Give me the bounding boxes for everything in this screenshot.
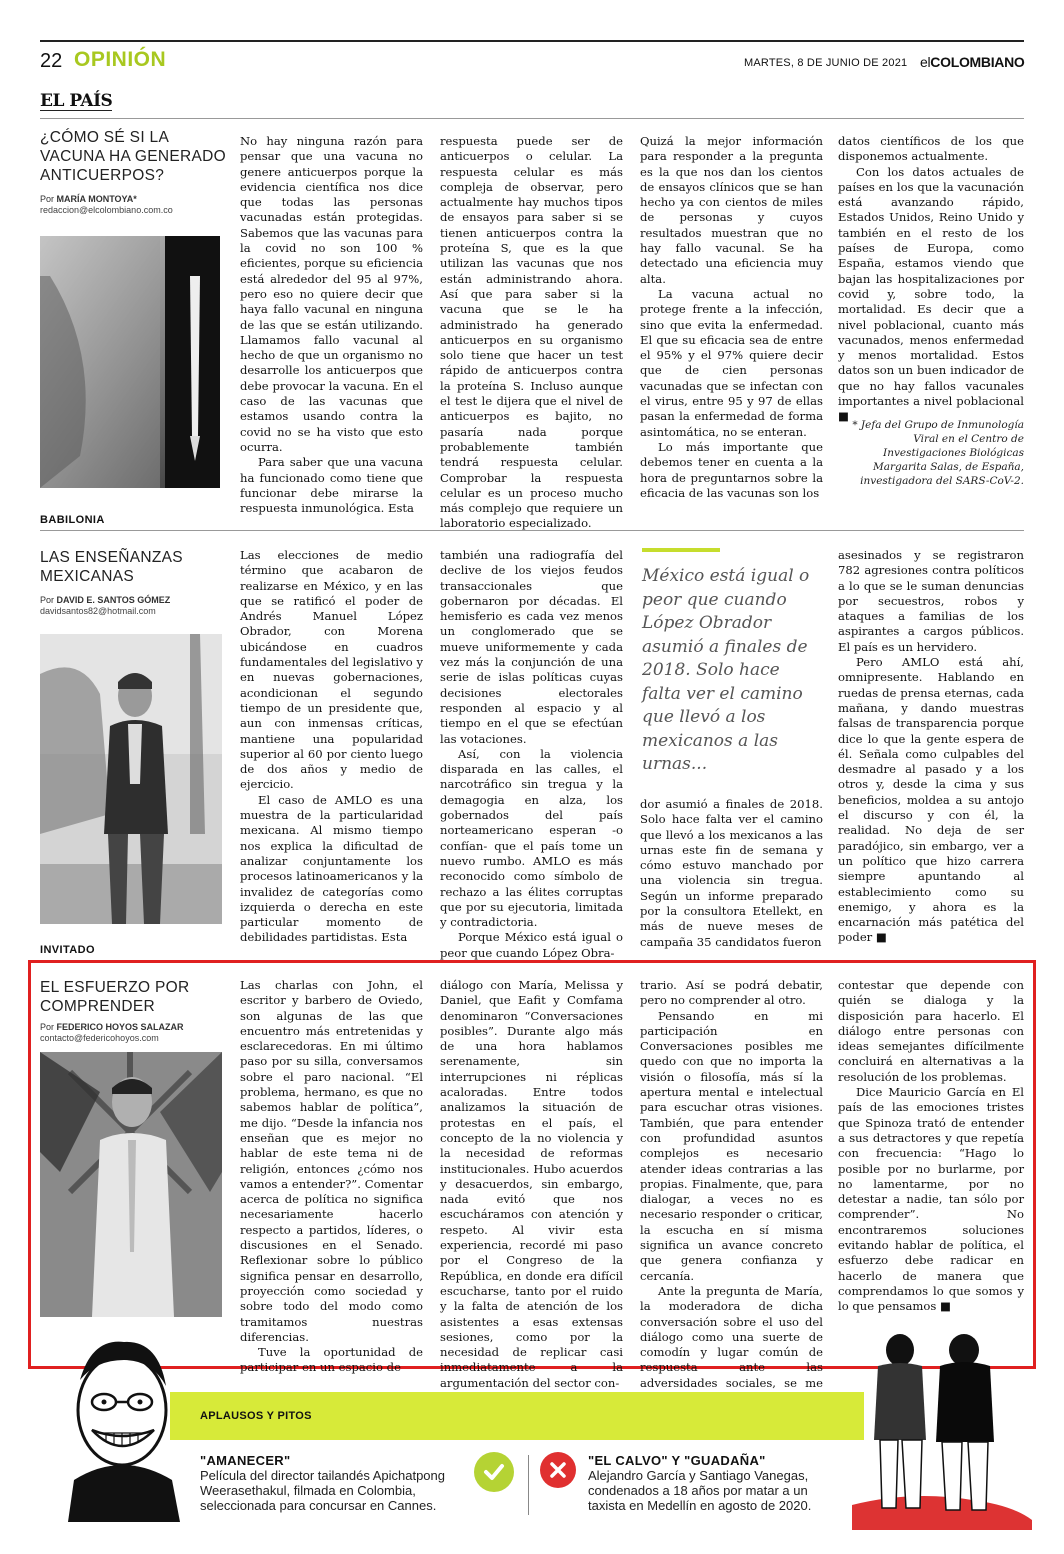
title-line: VACUNA HA GENERADO xyxy=(40,148,226,165)
paragraph: Lo más importante que debemos tener en cuenta a la hora de preguntarnos sobre la eficacia de las vacunas son los xyxy=(640,439,823,500)
paragraph xyxy=(838,1085,1024,1314)
article-column xyxy=(838,978,1024,1314)
article-column xyxy=(640,797,823,949)
author-name: MARÍA MONTOYA* xyxy=(56,194,137,204)
article-column xyxy=(240,548,423,945)
paragraph: trario. Así se podrá debatir, pero no comprender al otro. xyxy=(640,978,823,1008)
author-photo xyxy=(40,634,222,924)
title-line: LAS ENSEÑANZAS xyxy=(40,549,183,566)
paragraph: Pero AMLO está ahí, omnipresente. Hablando en ruedas de prensa eternas, cada mañana, y dando muestras falsas de transparencia porque dice lo que la gente espera de él. Señala como culpables del desmadre al pasado y a los otros y, desde la cima y sus beneficios, moldea a su antojo el discurso y con él, la realidad. No deja de ser paradójico, sin embargo, ver a un político que hizo carrera siempre apuntando al establecimiento como su enemigo, y ahora es la encarnación más patética del poder ■ xyxy=(838,655,1024,945)
caricature-illustration xyxy=(62,1330,192,1522)
title-line: COMPRENDER xyxy=(40,998,155,1015)
author-name: FEDERICO HOYOS SALAZAR xyxy=(56,1022,184,1032)
paragraph: Para saber que una vacuna ha funcionado como tiene que funcionar debe mirarse la respuesta inmunológica. Esta xyxy=(240,455,423,516)
author-email: davidsantos82@hotmail.com xyxy=(40,606,156,616)
man-portrait-image xyxy=(40,1052,222,1317)
paragraph: Ante la pregunta de María, la moderadora de dicha conversación sobre el uso del diálogo como una suerte de comodín y lugar común de respuesta ante las adversidades sociales, se me xyxy=(640,1283,823,1390)
paragraph: contestar que depende con quién se dialoga y la disposición para hacerlo. El diálogo entre personas con ideas semejantes difícilmente concluirá en alternativas a la resolución de los problemas. xyxy=(838,978,1024,1084)
article-column xyxy=(640,978,823,1390)
paragraph: datos científicos de los que disponemos actualmente. xyxy=(838,134,1024,164)
article-column xyxy=(838,548,1024,945)
applause-title: "AMANECER" xyxy=(200,1453,291,1468)
article-title xyxy=(40,978,230,1016)
illustration-photo xyxy=(40,236,220,488)
applause-check-icon xyxy=(474,1452,514,1492)
section-rule xyxy=(40,118,1024,119)
paragraph: asesinados y se registraron 782 agresiones contra políticos a lo que se le suman denuncias por secuestros, robos y ataques a familias de los aspirantes a cargos públicos. El país es un hervidero. xyxy=(838,548,1024,654)
whistle-text: Alejandro García y Santiago Vanegas, condenados a 18 años por matar a un taxista en Medellín en agosto de 2020. xyxy=(588,1468,812,1513)
byline xyxy=(40,1022,184,1033)
masthead-name: COLOMBIANO xyxy=(930,54,1025,70)
paragraph: El caso de AMLO es una muestra de la particularidad mexicana. Al mismo tiempo nos explica la dificultad de analizar conjuntamente los procesos latinoamericanos y la invalidez de categorías como izquierda o derecha en este particular momento de debilidades partidistas. Esta xyxy=(240,792,423,945)
paragraph: Porque México está igual o peor que cuando López Obra- xyxy=(440,930,623,960)
article-title xyxy=(40,548,230,586)
paragraph: dor asumió a finales de 2018. Solo hace falta ver el camino que llevó a los mexicanos a las urnas este fin de semana y cómo estuvo manchado por una violencia sin tregua. Según un informe preparado por la consultora Etellekt, en más de nueve meses de campaña 35 candidatos fueron xyxy=(640,797,823,949)
aplausos-divider xyxy=(528,1455,529,1515)
paragraph-text: Dice Mauricio García en El país de las emociones tristes que Spinoza trató de entender a sus detractores y que repetía con frecuencia: “Hago lo posible por no burlarme, por no lamentarme, por no detestar a nadie, tan sólo por comprender”. No encontraremos soluciones evitando hablar de política, el esfuerzo debe radicar en hacerlo de manera que comprendamos lo que somos y lo que pensamos ■ xyxy=(838,1085,1024,1314)
man-portrait-image xyxy=(40,634,222,924)
title-line: ¿CÓMO SÉ SI LA xyxy=(40,129,170,146)
paragraph: No hay ninguna razón para pensar que una vacuna no genere anticuerpos porque la evidencia científica nos dice que todas las personas vacunadas están protegidas. Sabemos que las vacunas para la covid no son 100 % eficientes, porque su eficiencia está alrededor del 95 al 97%, pero eso no quiere decir que haya fallo vacunal en ninguna de las que se están utilizando. Llamamos fallo vacunal al hecho de que un organismo no desarrolle los anticuerpos que debe provocar la vacuna. En el caso de las vacunas que estamos usando contra la covid no se ha visto que esto ocurra. xyxy=(240,134,423,454)
issue-date: MARTES, 8 DE JUNIO DE 2021 xyxy=(744,57,908,69)
article-title xyxy=(40,128,230,185)
author-name: DAVID E. SANTOS GÓMEZ xyxy=(56,595,171,605)
top-rule xyxy=(40,40,1024,42)
paragraph: La vacuna actual no protege frente a la infección, sino que evita la enfermedad. El que su eficacia sea de entre el 95% y el 97% quiere decir que de cien personas vacunadas que se infectan con el virus, entre 95 y 97 de ellas pasan la enfermedad de forma asintomática, no se enteran. xyxy=(640,286,823,439)
paragraph: respuesta puede ser de anticuerpos o celular. La respuesta celular es más compleja de observar, pero actualmente hay muchos tipos de ensayos para saber si se tienen anticuerpos contra la proteína S, que es la que utilizan las vacunas que nos están administrando ahora. Así que para saber si la vacuna que se le ha administrado ha generado anticuerpos en su organismo solo tiene que hacer un test rápido de anticuerpos contra la proteína S. Incluso aunque el test le dijera que el nivel de anticuerpos es bajito, no pasaría nada porque probablemente también tendrá respuesta celular. Comprobar la respuesta celular es un proceso mucho más complejo que requiere un laboratorio especializado. xyxy=(440,134,623,531)
article-column xyxy=(440,978,623,1390)
masthead-prefix: el xyxy=(920,54,931,70)
author-email: contacto@federicohoyos.com xyxy=(40,1033,159,1043)
section-rule xyxy=(40,530,1024,531)
masthead xyxy=(920,54,1025,70)
article-column xyxy=(240,134,423,516)
two-men-illustration xyxy=(852,1330,1032,1530)
byline-prefix: Por xyxy=(40,1022,55,1032)
whistle-x-icon xyxy=(540,1452,576,1488)
byline-prefix: Por xyxy=(40,595,55,605)
author-photo xyxy=(40,1052,222,1317)
smiling-man-cartoon-icon xyxy=(62,1330,192,1522)
paragraph: Así, con la violencia disparada en las calles, el narcotráfico sin tregua y la demagogia en alza, los gobernados del país norteamericano esperan -o confían- que el país tome un nuevo rumbo. AMLO es más reconocido como símbolo de rechazo a las élites corruptas que por su ejecutoria, limitada y contradictoria. xyxy=(440,746,623,930)
article-column xyxy=(240,978,423,1375)
paragraph: Tuve la oportunidad de participar en un espacio de xyxy=(240,1345,423,1375)
paragraph: Con los datos actuales de países en los que la vacunación está avanzando rápido, Estados Unidos, Reino Unido y también en el resto de los países de Europa, como España, estamos viendo que bajan las hospitalizaciones por covid y, sobre todo, la mortalidad. Es decir que a nivel poblacional, cuanto más vacunados, menos enfermedad y menos mortalidad. Estos datos son un buen indicador de que no hay fallos vacunales importantes a nivel poblacional ■ xyxy=(838,164,1024,424)
paragraph-text: Las elecciones de medio término que acabaron de realizarse en México, y en las que se ratificó el poder de Andrés Manuel López Obrador, con Morena ubicándose en cuadros fundamentales del legislativo y en nuevas gobernaciones, acondicionan el segundo tiempo de un presidente que, aun con inmensas críticas, mantiene una popularidad superior al 60 por ciento luego de dos años y medio de ejercicio. xyxy=(240,548,423,792)
applause-text: Película del director tailandés Apichatpong Weerasethakul, filmada en Colombia, seleccionada para concursar en Cannes. xyxy=(200,1468,445,1513)
paragraph: diálogo con María, Melissa y Daniel, que Eafit y Comfama denominaron “Conversaciones posibles”. Durante algo más de una hora hablamos serenamente, sin interrupciones ni réplicas acaloradas. Entre todos analizamos la situación de protestas en el país, el concepto de la no violencia y la necesidad de reformas institucionales. Hubo acuerdos y desacuerdos, sin embargo, nada evitó que nos escucháramos con atención y respeto. Al vivir esta experiencia, recordé mi paso por el Congreso de la República, en donde era difícil escucharse, tanto por el ruido y la falta de atención de los asistentes a esas extensas sesiones, como por la necesidad de replicar casi inmediatamente a la argumentación del sector con- xyxy=(440,978,623,1390)
pull-quote-accent xyxy=(642,548,720,552)
check-icon xyxy=(482,1460,506,1484)
article-column xyxy=(440,134,623,531)
section-label: INVITADO xyxy=(40,944,95,956)
fountain-pen-illustration xyxy=(40,236,220,488)
close-icon xyxy=(549,1461,567,1479)
whistle-title: "EL CALVO" Y "GUADAÑA" xyxy=(588,1453,766,1468)
article-column xyxy=(440,548,623,960)
paragraph: Pensando en mi participación en Conversaciones posibles me quedo con que no importa la visión o filosofía, más sí la apertura mental e intelectual para escuchar otras visiones. También, que para entender con profundidad asuntos complejos es necesario atender ideas contrarias a las propias. Finalmente, que, para dialogar, a veces no es necesario responder o criticar, la escucha en sí misma significa un avance concreto que genera confianza y cercanía. xyxy=(640,1008,823,1283)
author-email: redaccion@elcolombiano.com.co xyxy=(40,205,173,215)
paragraph: Quizá la mejor información para responder a la pregunta es la que nos dan los cientos de ensayos clínicos que se han hecho ya con cientos de miles de personas y cuyos resultados muestran que no hay fallo vacunal. Se ha detectado una eficiencia muy alta. xyxy=(640,134,823,286)
two-men-back-view-icon xyxy=(852,1330,1032,1530)
pull-quote: México está igual o peor que cuando López Obrador asumió a finales de 2018. Solo hace falta ver el camino que llevó a los mexicanos a las urnas... xyxy=(642,566,810,774)
article-column xyxy=(838,134,1024,424)
title-line: ANTICUERPOS? xyxy=(40,167,165,184)
article-column xyxy=(640,134,823,500)
byline xyxy=(40,194,137,205)
paragraph: Las charlas con John, el escritor y barbero de Oviedo, son algunas de las que encuentro más entretenidas y esclarecedoras. En mi último paso por su silla, conversamos sobre el paro nacional. “El problema, hermano, es que no sabemos hablar de política”, me dijo. “Desde la infancia nos enseñan que es mejor no hablar de este tema ni de religión, entonces ¿cómo nos vamos a entender?”. Comentar acerca de política no significa necesariamente hacerlo respecto a partidos, líderes, o discusiones en el Senado. Reflexionar sobre lo público significa pensar en desarrollo, proyección como sociedad y sobre todo del modo como tramitamos nuestras diferencias. xyxy=(240,978,423,1344)
byline xyxy=(40,595,170,606)
author-footnote: * Jefa del Grupo de Inmunología Viral en el Centro de Investigaciones Biológicas Margarita Salas, de España, investigadora del SARS-CoV-2. xyxy=(852,419,1024,487)
section-name: OPINIÓN xyxy=(74,48,167,71)
el-pais-logo: EL PAÍS xyxy=(40,91,113,111)
page-number: 22 xyxy=(40,50,63,72)
title-line: MEXICANAS xyxy=(40,568,134,585)
byline-prefix: Por xyxy=(40,194,55,204)
title-line: EL ESFUERZO POR xyxy=(40,979,190,996)
aplausos-label: APLAUSOS Y PITOS xyxy=(200,1410,312,1422)
paragraph xyxy=(240,548,423,793)
paragraph: también una radiografía del declive de los viejos feudos transaccionales que gobernaron por décadas. El hemisferio es cada vez menos un conglomerado que se mueve uniformemente y cada vez más la conjunción de una serie de islas políticas cuyas decisiones electorales responden al espacio y al tiempo en el que se efectúan las votaciones. xyxy=(440,548,623,746)
section-label: BABILONIA xyxy=(40,514,105,526)
